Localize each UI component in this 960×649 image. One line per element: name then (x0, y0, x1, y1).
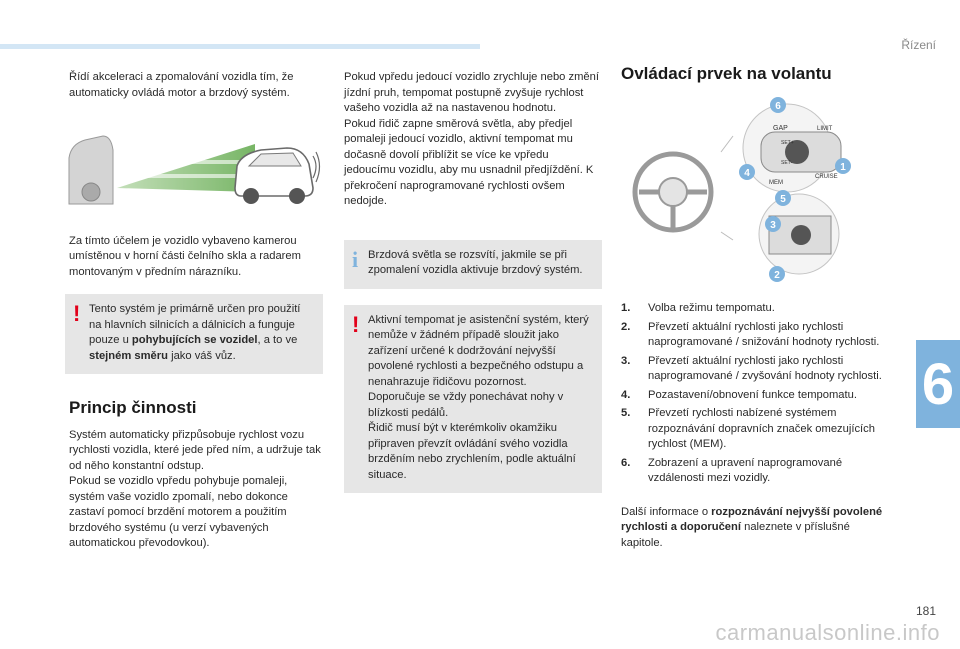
callout-6: 6 (775, 100, 781, 112)
info-icon: i (352, 246, 359, 272)
section-heading: Princip činnosti (69, 398, 197, 417)
callout-1: 1 (840, 161, 846, 173)
warning-box (344, 305, 602, 494)
info-box (344, 240, 602, 289)
callout-4: 4 (744, 167, 750, 179)
list-item: 1. Volba režimu tempomatu. (621, 302, 775, 314)
steering-wheel-diagram (621, 92, 861, 282)
column-1 (69, 70, 325, 552)
list-item: 5. Převzetí rychlosti nabízené systémem rozpoznávání dopravních značek omezujících rychlost (MEM). (621, 407, 875, 450)
more-info-paragraph: Další informace o rozpoznávání nejvyšší povolené rychlosti a doporučení naleznete v příslušné kapitole. (621, 505, 883, 549)
camera-paragraph: Za tímto účelem je vozidlo vybaveno kamerou umístěnou v horní části čelního skla a radarem montovaným v předním nárazníku. (69, 234, 301, 278)
principle-paragraph: Systém automaticky přizpůsobuje rychlost vozu rychlosti vozidla, které jede před ním, a udržuje tak od něho konstantní odstup. (69, 428, 321, 472)
lever-label: MEM (769, 179, 783, 186)
warning-text: , a to ve (257, 334, 298, 346)
exclamation-icon: ! (73, 301, 81, 326)
warning-box (65, 294, 323, 374)
callout-5: 5 (780, 193, 786, 205)
callout-2: 2 (774, 269, 780, 281)
column-3 (621, 66, 883, 551)
warning-text: Doporučuje se vždy ponechávat nohy v blízkosti pedálů. (368, 391, 564, 419)
car-radar-illustration (65, 126, 321, 206)
top-accent-bar (0, 44, 480, 49)
chapter-tab: 6 (916, 340, 960, 428)
warning-bold: pohybujících se vozidel (131, 334, 258, 346)
watermark: carmanualsonline.info (715, 620, 940, 645)
lever-label: SET+ (781, 139, 794, 146)
principle-paragraph-2: Pokud se vozidlo vpředu pohybuje pomaleji, systém vaše vozidlo zpomalí, nebo dokonce zastaví pomocí brzdění motorem a použitím brzdového systému (u verzí vybavených automatickou převodovkou). (69, 475, 288, 549)
page-number: 181 (915, 604, 936, 618)
control-list (621, 301, 883, 487)
list-item: 3. Převzetí aktuální rychlosti jako rychlosti naprogramované / zvyšování hodnoty rychlosti. (621, 354, 882, 382)
warning-text: Aktivní tempomat je asistenční systém, který nemůže v žádném případě sloužit jako zařízení určené k dodržování nejvyšší povolené rychlosti a bezpečného odstupu a nenahrazuje řidičovu pozornost. (368, 313, 589, 388)
exclamation-icon: ! (352, 311, 360, 337)
column-2 (344, 70, 600, 493)
paragraph: Pokud vpředu jedoucí vozidlo zrychluje nebo změní jízdní pruh, tempomat postupně zvyšuje rychlost vašeho vozidla až na nastavenou hodnotu. (344, 71, 599, 114)
lever-label: LIMIT (817, 125, 833, 132)
callout-3: 3 (770, 219, 776, 231)
section-title: Řízení (901, 38, 936, 52)
info-text: Brzdová světla se rozsvítí, jakmile se při zpomalení vozidla aktivuje brzdový systém. (368, 248, 583, 276)
list-item: 4. Pozastavení/obnovení funkce tempomatu. (621, 388, 857, 401)
lever-label: SET- (781, 159, 793, 166)
lever-label: CRUISE (815, 173, 838, 180)
list-item: 6. Zobrazení a upravení naprogramované vzdálenosti mezi vozidly. (621, 456, 843, 484)
paragraph: Pokud řidič zapne směrová světla, aby předjel pomaleji jedoucí vozidlo, aktivní tempomat mu dočasně dovolí přiblížit se více ke vpředu jedoucímu vozidlu, aby mu usnadnil předjíždění. K překročení naprogramované rychlosti ovšem nedojde. (344, 117, 594, 207)
list-item: 2. Převzetí aktuální rychlosti jako rychlosti naprogramované / snižování hodnoty rychlosti. (621, 320, 880, 348)
warning-bold: stejném směru (89, 349, 168, 362)
intro-paragraph: Řídí akceleraci a zpomalování vozidla tím, že automaticky ovládá motor a brzdový systém. (69, 71, 294, 99)
warning-text: Tento systém je primárně určen pro použití na hlavních silnicích a dálnicích a funguje pouze u (89, 303, 301, 346)
warning-text: Řidič musí být v kterémkoliv okamžiku připraven převzít ovládání svého vozidla brzděním nebo zrychlením, podle aktuální situace. (368, 422, 576, 481)
warning-text: jako váš vůz. (167, 349, 236, 362)
lever-label: GAP (773, 124, 788, 132)
section-heading: Ovládací prvek na volantu (621, 64, 832, 83)
